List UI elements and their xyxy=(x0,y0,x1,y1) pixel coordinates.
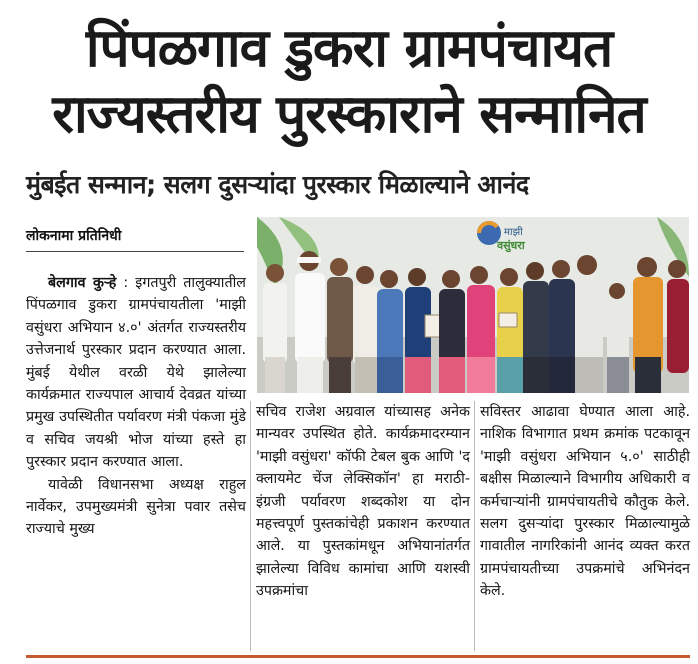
article-column-3 xyxy=(480,401,690,603)
headline-line-2: राज्यस्तरीय पुरस्काराने सन्मानित xyxy=(52,84,646,145)
article-column-2 xyxy=(256,401,470,603)
article-paragraph-1-text: : इगतपुरी तालुक्यातील पिंपळगाव डुकरा ग्रामपंचायतीला 'माझी वसुंधरा अभियान ४.०' अंतर्गत राज्यस्तरीय उत्तेजनार्थ पुरस्कार प्रदान करण्यात आला. मुंबई येथील वरळी येथे झालेल्या कार्यक्रमात राज्यपाल आचार्य देवव्रत यांच्या प्रमुख उपस्थितीत पर्यावरण मंत्री पंकजा मुंडे व सचिव जयश्री भोज यांच्या हस्ते हा पुरस्कार प्रदान करण्यात आला. xyxy=(26,275,247,471)
column-divider xyxy=(250,401,251,651)
article-column-1 xyxy=(26,272,246,541)
accent-bar xyxy=(26,655,690,658)
dateline: बेलगाव कुऱ्हे xyxy=(48,275,117,291)
byline: लोकनामा प्रतिनिधी xyxy=(26,225,244,252)
ceremony-illustration xyxy=(257,217,689,393)
logo-text-1: माझी xyxy=(504,227,523,238)
award-ceremony-photo xyxy=(257,217,689,393)
article-paragraph-2: यावेळी विधानसभा अध्यक्ष राहुल नार्वेकर, उपमुख्यमंत्री सुनेत्रा पवार तसेच राज्याचे मुख्य xyxy=(26,476,246,538)
article-column-2-text: सचिव राजेश अग्रवाल यांच्यासह अनेक मान्यवर उपस्थित होते. कार्यक्रमादरम्यान 'माझी वसुंधरा' कॉफी टेबल बुक आणि 'द क्लायमेट चेंज लेक्सिकॉन' हा मराठी-इंग्रजी पर्यावरण शब्दकोश या दोन महत्त्वपूर्ण पुस्तकांचेही प्रकाशन करण्यात आले. या पुस्तकांमधून अभियानांतर्गत झालेल्या विविध कामांचा आणि यशस्वी उपक्रमांचा xyxy=(256,404,470,600)
article-column-3-text: सविस्तर आढावा घेण्यात आला आहे. नाशिक विभागात प्रथम क्रमांक पटकावून 'माझी वसुंधरा अभियान ५.०' साठीही बक्षीस मिळाल्याने विभागीय अधिकारी व कर्मचाऱ्यांनी ग्रामपंचायतीचे कौतुक केले. सलग दुसऱ्यांदा पुरस्कार मिळाल्यामुळे गावातील नागरिकांनी आनंद व्यक्त करत ग्रामपंचायतीच्या उपक्रमांचे अभिनंदन केले. xyxy=(480,404,690,600)
article-paragraph-1 xyxy=(26,272,246,474)
subheadline: मुंबईत सन्मान; सलग दुसऱ्यांदा पुरस्कार मिळाल्याने आनंद xyxy=(26,170,529,199)
logo-text-2: वसुंधरा xyxy=(497,239,525,252)
column-divider xyxy=(474,401,475,651)
headline-line-1: पिंपळगाव डुकरा ग्रामपंचायत xyxy=(85,18,613,79)
